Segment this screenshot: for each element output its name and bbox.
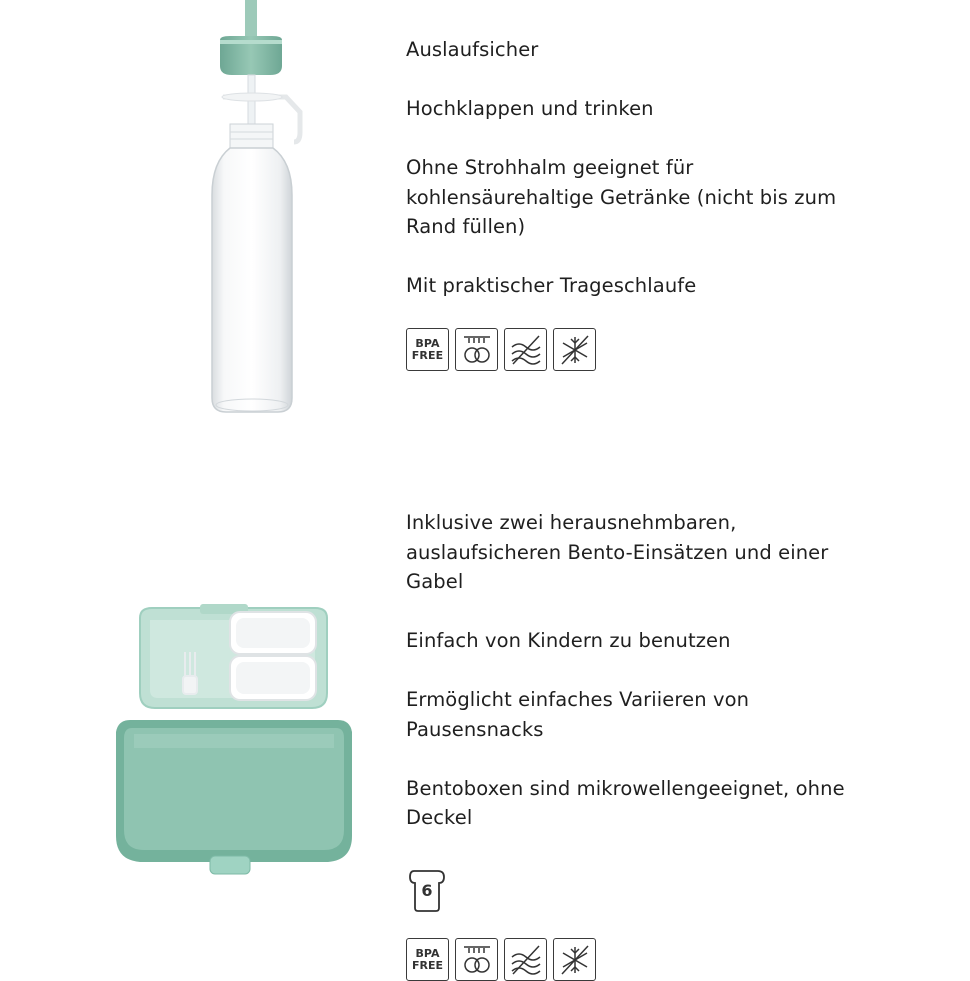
bento-feature-list: [406, 508, 876, 862]
free-label: FREE: [411, 958, 443, 972]
free-label: FREE: [411, 348, 444, 362]
bento-feature-1: Inklusive zwei herausnehmbaren, auslaufsicheren Bento-Einsätzen und einer Gabel: [406, 511, 829, 593]
bottle-badge-row: [406, 328, 876, 371]
bottle-feature-4: Mit praktischer Trageschlaufe: [406, 274, 697, 297]
bento-lunchbox-image: [110, 598, 360, 888]
bottle-feature-list: [406, 35, 876, 371]
bento-badge-row: [406, 938, 596, 981]
bottle-section: [0, 0, 970, 450]
bento-section: [0, 450, 970, 971]
sandwich-capacity-number: 6: [421, 881, 433, 900]
water-bottle-image: [190, 0, 330, 420]
sandwich-capacity-icon: [406, 863, 446, 917]
freezer-safe-icon: [553, 938, 596, 981]
hot-drink-safe-icon: [504, 938, 547, 981]
bottle-feature-3: Ohne Strohhalm geeignet für kohlensäurehaltige Getränke (nicht bis zum Rand füllen): [406, 156, 837, 238]
bento-feature-3: Ermöglicht einfaches Variieren von Pausensnacks: [406, 688, 750, 741]
dishwasher-safe-icon: [455, 328, 498, 371]
bpa-label: BPA: [415, 946, 440, 960]
bottle-feature-1: Auslaufsicher: [406, 38, 539, 61]
bpa-free-icon: [406, 328, 449, 371]
freezer-safe-icon: [553, 328, 596, 371]
bento-feature-2: Einfach von Kindern zu benutzen: [406, 629, 731, 652]
bottle-feature-2: Hochklappen und trinken: [406, 97, 654, 120]
bento-feature-4: Bentoboxen sind mikrowellengeeignet, ohne Deckel: [406, 776, 845, 829]
bpa-label: BPA: [415, 336, 440, 350]
dishwasher-safe-icon: [455, 938, 498, 981]
bpa-free-icon: [406, 938, 449, 981]
hot-drink-safe-icon: [504, 328, 547, 371]
